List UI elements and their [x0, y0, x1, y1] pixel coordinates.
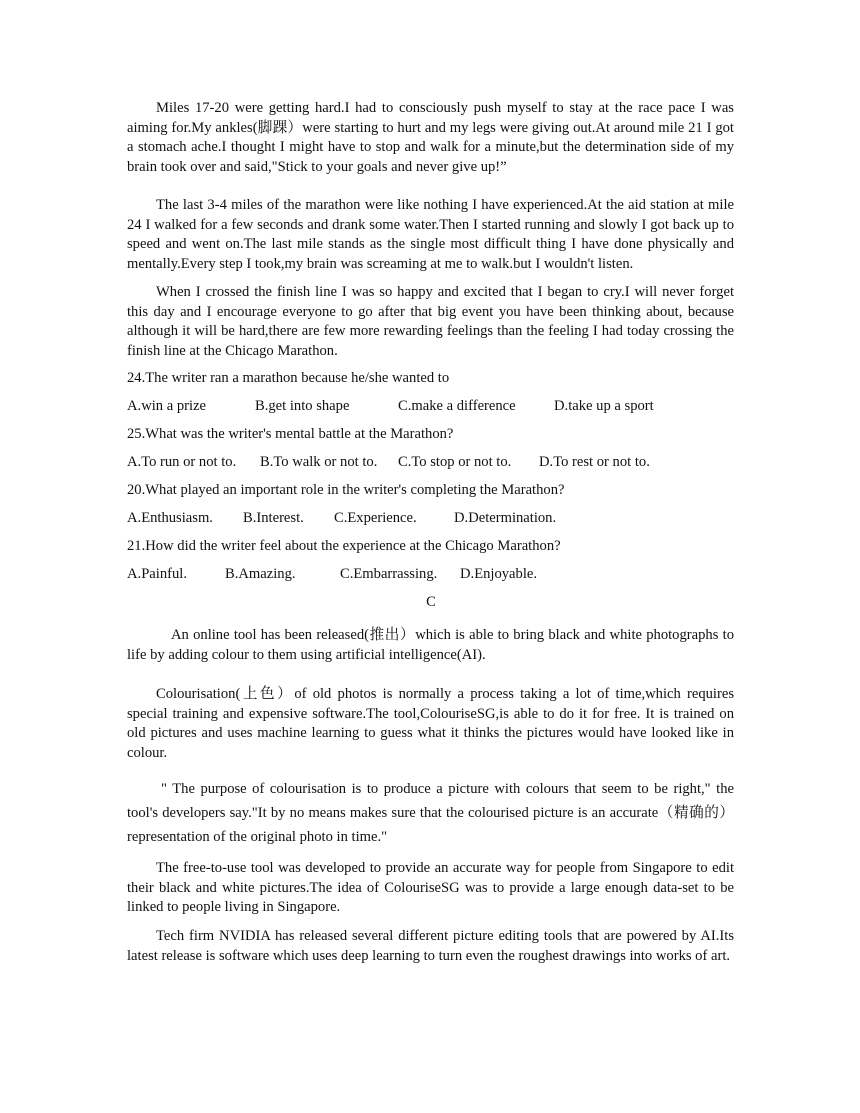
passage-c-paragraph-5: Tech firm NVIDIA has released several different picture editing tools that are powered by AI.Its latest release is software which uses deep learning to turn even the roughest drawings into works of art. — [127, 928, 734, 964]
passage-b-paragraph-1: Miles 17-20 were getting hard.I had to consciously push myself to stay at the race pace I was aiming for.My ankles(脚踝）were starting to hurt and my legs were giving out.At around mile 21 I got a stomach ache.I thought I might have to stop and walk for a minute,but the determination side of my brain took over and said,"Stick to your goals and never give up!” — [127, 100, 734, 175]
passage-c-paragraph-1: An online tool has been released(推出）which is able to bring black and white photographs to life by adding colour to them using artificial intelligence(AI). — [127, 627, 734, 663]
passage-b-paragraph-2: The last 3-4 miles of the marathon were like nothing I have experienced.At the aid station at mile 24 I walked for a few seconds and drank some water.Then I started running and slowly I got back up to speed and went on.The last mile stands as the single most difficult thing I have done physically and mentally.Every step I took,my brain was screaming at me to walk.but I wouldn't listen. — [127, 197, 734, 272]
question-24-stem: 24.The writer ran a marathon because he/she wanted to — [127, 370, 450, 386]
question-20-stem: 20.What played an important role in the writer's completing the Marathon? — [127, 482, 565, 498]
question-21-option-d: D.Enjoyable. — [460, 566, 538, 582]
question-20-option-c: C.Experience. — [334, 510, 417, 526]
question-25-option-d: D.To rest or not to. — [539, 454, 650, 470]
question-25-option-a: A.To run or not to. — [127, 454, 237, 470]
question-24-option-b: B.get into shape — [255, 398, 350, 414]
question-25-option-b: B.To walk or not to. — [260, 454, 378, 470]
question-20-option-d: D.Determination. — [454, 510, 557, 526]
passage-b-paragraph-3: When I crossed the finish line I was so happy and excited that I began to cry.I will never forget this day and I encourage everyone to go after that big event you have been thinking about, because although it will be hard,there are few more rewarding feelings than the feeling I had today crossing the finish line at the Chicago Marathon. — [127, 284, 734, 359]
question-20-option-b: B.Interest. — [243, 510, 304, 526]
question-24-option-a: A.win a prize — [127, 398, 207, 414]
section-heading-c: C — [426, 594, 436, 610]
question-24-option-c: C.make a difference — [398, 398, 516, 414]
question-20-option-a: A.Enthusiasm. — [127, 510, 213, 526]
question-21-option-c: C.Embarrassing. — [340, 566, 438, 582]
passage-c-paragraph-2: Colourisation(上色）of old photos is normally a process taking a lot of time,which requires special training and expensive software.The tool,ColouriseSG,is able to do it for free. It is trained on old pictures and uses machine learning to guess what it thinks the pictures would have looked like in colour. — [127, 686, 734, 761]
question-24-option-d: D.take up a sport — [554, 398, 654, 414]
passage-c-paragraph-3: " The purpose of colourisation is to produce a picture with colours that seem to be right," the tool's developers say."It by no means makes sure that the colourised picture is an accurate（精确的）representation of the original photo in time." — [127, 781, 734, 845]
question-25-option-c: C.To stop or not to. — [398, 454, 512, 470]
question-21-stem: 21.How did the writer feel about the experience at the Chicago Marathon? — [127, 538, 561, 554]
question-21-option-b: B.Amazing. — [225, 566, 296, 582]
question-21-option-a: A.Painful. — [127, 566, 187, 582]
passage-c-paragraph-4: The free-to-use tool was developed to provide an accurate way for people from Singapore to edit their black and white pictures.The idea of ColouriseSG was to provide a large enough data-set to be linked to people living in Singapore. — [127, 860, 734, 916]
question-25-stem: 25.What was the writer's mental battle at the Marathon? — [127, 426, 454, 442]
